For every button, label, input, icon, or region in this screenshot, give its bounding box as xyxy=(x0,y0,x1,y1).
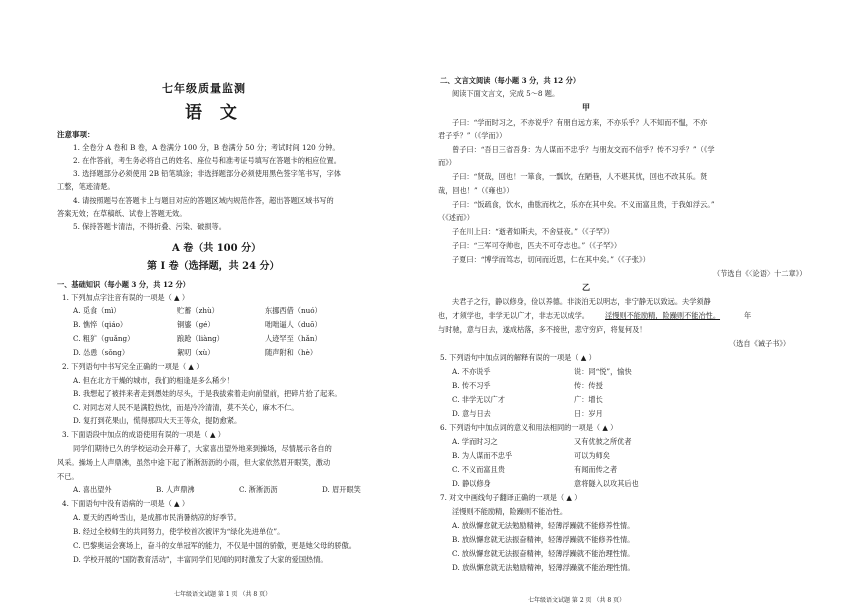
q2-option: A. 但在北方干燥的城市，我们的相逢是多么稀少！ xyxy=(73,376,234,385)
q5-option: A. 不亦说乎 xyxy=(452,367,491,376)
q6-option: A. 学而时习之 xyxy=(452,437,498,446)
q3-option: D. 眉开眼笑 xyxy=(322,485,361,494)
page-footer: 七年级语文试题 第 2 页 （共 8 页） xyxy=(528,597,626,604)
q7-option: B. 放纵懈怠就无法振奋精神，轻薄浮躁就不能修养性情。 xyxy=(452,535,635,544)
q3-passage: 同学们期待已久的学校运动会开幕了，大家喜出望外地来到操场，尽情展示各自的 xyxy=(73,444,332,453)
q4-option: B. 经过全校师生的共同努力，使学校首次被评为“绿化先进单位”。 xyxy=(73,527,285,536)
passage-yi-line: 与时驰，意与日去，遂成枯落，多不接世，悲守穷庐，将复何及！ xyxy=(438,325,647,334)
exam-page-2 xyxy=(430,0,860,609)
q7-option: C. 放纵懈怠就无法振奋精神，轻薄浮躁就不能治理性情。 xyxy=(452,549,635,558)
notice-line: 5. 保持答题卡清洁，不得折叠、污染、破损等。 xyxy=(73,222,226,231)
q6-option: D. 静以修身 xyxy=(452,479,491,488)
q5-option-explain: 日：岁月 xyxy=(574,409,603,418)
q1-option: D. 怂恿（sǒng） xyxy=(73,348,130,357)
notice-line: 3. 选择题部分必须使用 2B 铅笔填涂；非选择题部分必须使用黑色签字笔书写，字体 xyxy=(73,169,341,178)
q1-option: C. 粗犷（guǎng） xyxy=(73,334,135,343)
passage-jia-line: （《述而》） xyxy=(438,213,474,222)
passage-yi-label: 乙 xyxy=(582,282,590,292)
q5-option: B. 传不习乎 xyxy=(452,381,491,390)
page-footer: 七年级语文试题 第 1 页 （共 8 页） xyxy=(174,591,272,598)
q7-sentence: 淫慢则不能励精，险躁则不能冶性。 xyxy=(452,507,568,516)
passage-yi-line: 夫君子之行，静以修身，俭以养德。非淡泊无以明志，非宁静无以致远。夫学须静 xyxy=(452,297,711,306)
q2-option: C. 对同志对人民不是满腔热忱，而是冷冷清清，莫不关心，麻木不仁。 xyxy=(73,403,299,412)
q1-option: 咄咄逼人（duō） xyxy=(265,320,322,329)
passage-jia-line: 子夏曰：“博学而笃志，切问而近思，仁在其中矣。”（《子张》） xyxy=(452,255,650,264)
passage-yi-source: （选自《诫子书》） xyxy=(729,339,791,348)
question-5: 5. 下列语句中加点词的解释有误的一项是（ ▲ ） xyxy=(440,353,596,362)
question-2: 2. 下列语句中书写完全正确的一项是（ ▲ ） xyxy=(62,362,204,371)
q7-option: D. 放纵懈怠就无法勉励精神，轻薄浮躁就不能治理性情。 xyxy=(452,563,635,572)
q1-option: 铜鎏（gé） xyxy=(177,320,215,329)
passage-yi-line: 也，才须学也，非学无以广才，非志无以成学。 xyxy=(438,311,589,320)
q4-option: D. 学校开展的“国防教育活动”，丰富同学们见闻的同时激发了大家的爱国热情。 xyxy=(73,555,328,564)
q2-option: B. 我想起了被拌来者走到愚娃的尽头，于是我拔索着走向前望前，把碎片拾了起来。 xyxy=(73,389,342,398)
notice-title: 注意事项： xyxy=(57,130,95,139)
q6-option: C. 不义而富且贵 xyxy=(452,465,505,474)
question-1: 1. 下列加点字注音有误的一项是（ ▲ ） xyxy=(62,293,190,302)
passage-jia-line: 曾子曰：“吾日三省吾身：为人谋而不忠乎？与朋友交而不信乎？传不习乎？”（《学 xyxy=(452,145,715,154)
q5-option-explain: 传：传授 xyxy=(574,381,603,390)
q1-option: 踉跄（liàng） xyxy=(177,334,224,343)
q6-option: B. 为人谋而不忠乎 xyxy=(452,451,513,460)
passage-jia-line: 子曰：“三军可夺帅也，匹夫不可夺志也。”（《子罕》） xyxy=(452,241,622,250)
q3-passage: 不已。 xyxy=(57,472,79,481)
q4-option: C. 巴黎奥运会赛场上，奋斗的女单冠军的能力，不仅是中国的骄傲，更是她父母的骄傲。 xyxy=(73,541,356,550)
passage-jia-line: 子曰：“饭疏食，饮水，曲肱而枕之，乐亦在其中矣。不义而富且贵，于我如浮云。” xyxy=(452,200,715,209)
passage-jia-line: 君子乎？”（《学而》） xyxy=(438,131,507,140)
q1-option: 絮叨（xù） xyxy=(177,348,215,357)
notice-line: 4. 请按照题号在答题卡上与题目对应的答题区域内规范作答，超出答题区域书写的 xyxy=(73,196,334,205)
notice-line: 答案无效；在草稿纸、试卷上答题无效。 xyxy=(57,209,187,218)
q3-passage: 风采。操场上人声鼎沸，虽然中途下起了淅淅沥沥的小雨，但大家依然眉开眼笑，激动 xyxy=(57,458,331,467)
q1-option: 人迹罕至（hǎn） xyxy=(265,334,322,343)
q5-option: C. 非学无以广才 xyxy=(452,395,505,404)
notice-line: 工整，笔迹清楚。 xyxy=(57,182,115,191)
q1-option: B. 憔悴（qiáo） xyxy=(73,320,128,329)
q5-option-explain: 说：同“悦”，愉快 xyxy=(574,367,632,376)
section-one-heading: 一、基础知识（每小题 3 分，共 12 分） xyxy=(57,280,190,289)
subject-title: 语 文 xyxy=(185,103,243,123)
passage-jia-source: （节选自《〈论语〉十二章》） xyxy=(713,269,807,278)
notice-line: 1. 全卷分 A 卷和 B 卷，A 卷满分 100 分，B 卷满分 50 分；考试时间 120 分钟。 xyxy=(73,143,340,152)
passage-jia-line: 子曰：“学而时习之，不亦说乎？有朋自远方来，不亦乐乎？人不知而不愠，不亦 xyxy=(452,118,708,127)
q4-option: A. 夏天的西岭雪山，是成都市民消暑纳凉的好季节。 xyxy=(73,513,241,522)
part-one-heading: 第 Ⅰ 卷（选择题，共 24 分） xyxy=(147,261,280,272)
reading-intro: 阅读下面文言文，完成 5～8 题。 xyxy=(452,89,560,98)
q2-option: D. 复打到花果山，慌得那四大天王等众，提防愈紧。 xyxy=(73,416,242,425)
q3-option: A. 喜出望外 xyxy=(73,485,112,494)
question-7: 7. 对文中画线句子翻译正确的一项是（ ▲ ） xyxy=(440,493,582,502)
q1-option: 东挪西借（nuó） xyxy=(265,306,322,315)
q1-option: 贮蓄（zhù） xyxy=(177,306,219,315)
exam-title: 七年级质量监测 xyxy=(162,82,246,95)
q5-option: D. 意与日去 xyxy=(452,409,491,418)
passage-jia-line: 子曰：“贤哉，回也！一箪食，一瓢饮，在陋巷，人不堪其忧，回也不改其乐。贤 xyxy=(452,172,708,181)
notice-line: 2. 在作答前，考生务必将自己的姓名、座位号和准考证号填写在答题卡的相应位置。 xyxy=(73,156,341,165)
volume-a-heading: A 卷（共 100 分） xyxy=(172,243,262,254)
passage-jia-label: 甲 xyxy=(582,102,590,112)
question-3: 3. 下面语段中加点的成语使用有误的一项是（ ▲ ） xyxy=(62,430,225,439)
q3-option: B. 人声鼎沸 xyxy=(156,485,195,494)
question-4: 4. 下面语句中没有语病的一项是（ ▲ ） xyxy=(62,499,190,508)
q3-option: C. 淅淅沥沥 xyxy=(239,485,278,494)
q6-option-compare: 可以为师矣 xyxy=(574,451,610,460)
passage-jia-line: 哉，回也！”（《雍也》） xyxy=(438,186,514,195)
question-6: 6. 下列语句中加点词的意义和用法相同的一项是（ ▲ ） xyxy=(440,423,618,432)
q1-option: 随声附和（hè） xyxy=(265,348,318,357)
q6-option-compare: 有闻而传之者 xyxy=(574,465,618,474)
section-two-heading: 二、文言文阅读（每小题 3 分，共 12 分） xyxy=(440,76,581,85)
q6-option-compare: 意将隧入以攻其后也 xyxy=(574,479,639,488)
q5-option-explain: 广：增长 xyxy=(574,395,603,404)
q7-option: A. 放纵懈怠就无法勉励精神，轻薄浮躁就不能修养性情。 xyxy=(452,521,635,530)
passage-yi-line: 年 xyxy=(744,311,752,320)
passage-jia-line: 子在川上曰：“逝者如斯夫，不舍昼夜。”（《子罕》） xyxy=(452,227,614,236)
q6-option-compare: 又有优彼之所优者 xyxy=(574,437,632,446)
passage-jia-line: 而》） xyxy=(438,158,456,167)
passage-yi-underlined-sentence: 淫慢则不能励精，险躁则不能冶性。 xyxy=(605,311,721,320)
q1-option: A. 觅食（mì） xyxy=(73,306,121,315)
